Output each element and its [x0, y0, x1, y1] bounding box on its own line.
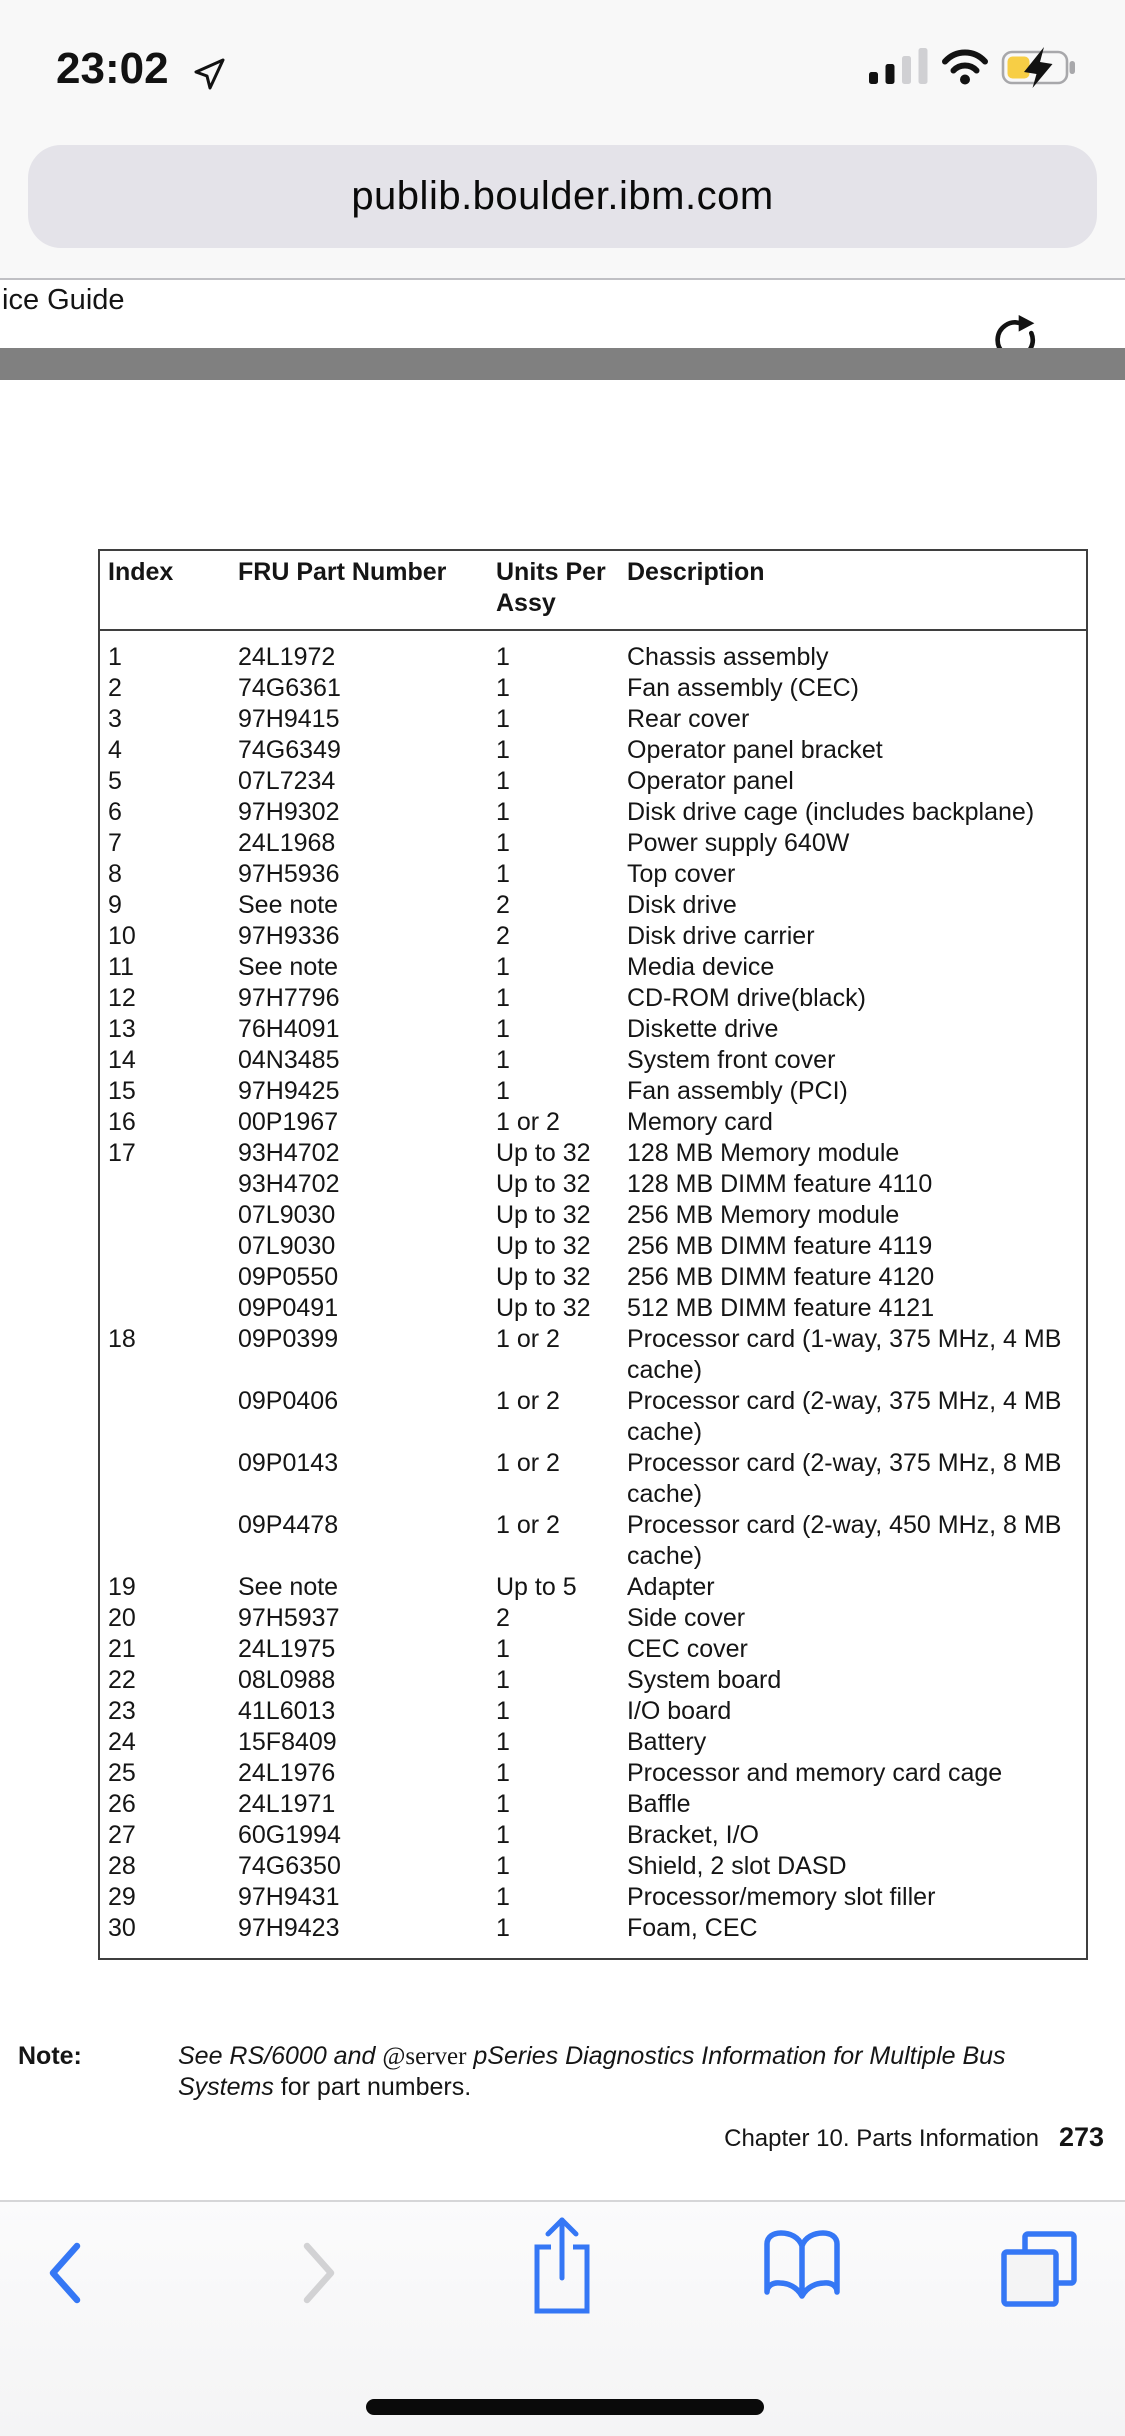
- cell-units: 1: [496, 1914, 510, 1942]
- cell-description: 256 MB DIMM feature 4119: [627, 1232, 933, 1260]
- cell-index: 7: [108, 829, 122, 857]
- safari-bottom-toolbar: [0, 2200, 1125, 2436]
- battery-charging-icon: [1001, 50, 1081, 90]
- cell-index: [100, 1510, 238, 1572]
- cell-index: 3: [108, 705, 122, 733]
- table-row: [100, 1448, 1086, 1510]
- table-row: [100, 735, 1086, 766]
- cell-index: 10: [108, 922, 136, 950]
- cell-part-number: 97H5937: [238, 1604, 340, 1632]
- cell-units: 1 or 2: [496, 1108, 560, 1136]
- cell-index: [100, 1448, 238, 1510]
- cell-description: Processor card (2-way, 375 MHz, 4 MB cache): [627, 1387, 1062, 1446]
- cell-units: 1 or 2: [496, 1511, 560, 1539]
- cell-index: 17: [108, 1139, 136, 1167]
- cell-units: 1: [496, 1821, 510, 1849]
- cell-index: 27: [108, 1821, 136, 1849]
- cell-description: Media device: [627, 953, 775, 981]
- cell-units: Up to 32: [496, 1263, 591, 1291]
- cell-part-number: 97H7796: [238, 984, 340, 1012]
- cell-index: 18: [108, 1325, 136, 1353]
- cell-index: 26: [108, 1790, 136, 1818]
- cell-units: Up to 32: [496, 1232, 591, 1260]
- cell-description: Processor card (2-way, 450 MHz, 8 MB cache): [627, 1511, 1062, 1570]
- cell-description: Memory card: [627, 1108, 773, 1136]
- page-divider-bar: [0, 348, 1125, 380]
- cell-part-number: 97H9423: [238, 1914, 340, 1942]
- cell-index: 4: [108, 736, 122, 764]
- cell-index: 5: [108, 767, 122, 795]
- table-row: [100, 952, 1086, 983]
- forward-chevron-icon: [302, 2242, 336, 2304]
- cell-part-number: 24L1972: [238, 643, 336, 671]
- table-row: [100, 673, 1086, 704]
- cell-description: 512 MB DIMM feature 4121: [627, 1294, 935, 1322]
- wifi-icon: [941, 48, 989, 85]
- table-row: [100, 1386, 1086, 1448]
- cell-units: 1: [496, 767, 510, 795]
- share-button[interactable]: [526, 2216, 598, 2316]
- cell-part-number: 97H9415: [238, 705, 340, 733]
- cell-description: 256 MB Memory module: [627, 1201, 900, 1229]
- cell-index: 14: [108, 1046, 136, 1074]
- cell-description: Power supply 640W: [627, 829, 850, 857]
- cell-description: Disk drive: [627, 891, 737, 919]
- cell-units: 2: [496, 922, 510, 950]
- cell-description: Rear cover: [627, 705, 750, 733]
- table-row: [100, 766, 1086, 797]
- cell-part-number: 24L1968: [238, 829, 336, 857]
- cell-index: 15: [108, 1077, 136, 1105]
- cell-part-number: 07L9030: [238, 1232, 336, 1260]
- table-row: [100, 1882, 1086, 1913]
- forward-button[interactable]: [302, 2242, 336, 2304]
- table-row: [100, 1262, 1086, 1293]
- cell-description: Top cover: [627, 860, 736, 888]
- cellular-signal-icon: [869, 46, 929, 86]
- cell-part-number: 97H9336: [238, 922, 340, 950]
- share-icon: [526, 2216, 598, 2316]
- cell-description: Processor and memory card cage: [627, 1759, 1003, 1787]
- home-indicator[interactable]: [366, 2399, 764, 2415]
- tabs-button[interactable]: [1000, 2230, 1078, 2308]
- table-row: [100, 828, 1086, 859]
- table-row: [100, 704, 1086, 735]
- cell-description: System front cover: [627, 1046, 836, 1074]
- cell-units: 1: [496, 1697, 510, 1725]
- cell-part-number: 09P4478: [238, 1511, 339, 1539]
- cell-description: Diskette drive: [627, 1015, 779, 1043]
- cell-index: 13: [108, 1015, 136, 1043]
- cell-units: 1: [496, 1015, 510, 1043]
- bookmarks-button[interactable]: [762, 2230, 842, 2308]
- table-row: [100, 1231, 1086, 1262]
- cell-description: Fan assembly (PCI): [627, 1077, 848, 1105]
- table-row: [100, 1107, 1086, 1138]
- table-row: [100, 1572, 1086, 1603]
- cell-part-number: 74G6349: [238, 736, 341, 764]
- cell-description: 128 MB Memory module: [627, 1139, 900, 1167]
- table-row: [100, 1200, 1086, 1231]
- cell-index: [100, 1262, 238, 1293]
- table-row: [100, 1324, 1086, 1386]
- cell-units: 1 or 2: [496, 1449, 560, 1477]
- cell-part-number: 97H9431: [238, 1883, 340, 1911]
- cell-description: Baffle: [627, 1790, 691, 1818]
- cell-part-number: 76H4091: [238, 1015, 340, 1043]
- table-row: [100, 1510, 1086, 1572]
- cell-units: 1: [496, 1852, 510, 1880]
- cell-index: 1: [108, 643, 122, 671]
- cell-part-number: 09P0550: [238, 1263, 339, 1291]
- col-header-part: FRU Part Number: [238, 551, 496, 630]
- cell-description: Operator panel bracket: [627, 736, 883, 764]
- cell-description: CD-ROM drive(black): [627, 984, 866, 1012]
- table-row: [100, 1169, 1086, 1200]
- cell-units: 1: [496, 1077, 510, 1105]
- cell-index: 20: [108, 1604, 136, 1632]
- cell-part-number: 93H4702: [238, 1139, 340, 1167]
- cell-description: Processor/memory slot filler: [627, 1883, 936, 1911]
- cell-units: 1 or 2: [496, 1387, 560, 1415]
- document-title-partial: ice Guide: [2, 284, 125, 316]
- cell-index: 22: [108, 1666, 136, 1694]
- cell-part-number: 07L9030: [238, 1201, 336, 1229]
- table-row: [100, 1634, 1086, 1665]
- cell-units: Up to 32: [496, 1170, 591, 1198]
- cell-units: 1: [496, 1759, 510, 1787]
- cell-part-number: 74G6350: [238, 1852, 341, 1880]
- cell-part-number: 04N3485: [238, 1046, 340, 1074]
- cell-units: 1: [496, 1666, 510, 1694]
- cell-description: Bracket, I/O: [627, 1821, 759, 1849]
- tabs-pages-icon: [1000, 2230, 1078, 2308]
- cell-part-number: 08L0988: [238, 1666, 336, 1694]
- table-row: [100, 1789, 1086, 1820]
- cell-units: 1: [496, 643, 510, 671]
- cell-index: 25: [108, 1759, 136, 1787]
- cell-description: Disk drive cage (includes backplane): [627, 798, 1035, 826]
- cell-units: 1: [496, 674, 510, 702]
- cell-units: 1: [496, 1635, 510, 1663]
- cell-units: Up to 32: [496, 1139, 591, 1167]
- cell-part-number: 00P1967: [238, 1108, 339, 1136]
- cell-description: Foam, CEC: [627, 1914, 758, 1942]
- cell-units: Up to 5: [496, 1573, 577, 1601]
- cell-part-number: See note: [238, 953, 339, 981]
- table-row: [100, 1696, 1086, 1727]
- note-paragraph: [18, 2041, 1078, 2103]
- cell-units: 1: [496, 860, 510, 888]
- chapter-title: Chapter 10. Parts Information: [724, 2125, 1039, 2152]
- note-label: Note:: [18, 2042, 82, 2070]
- url-bar[interactable]: [28, 145, 1097, 248]
- col-header-index: Index: [100, 551, 238, 630]
- cell-description: Disk drive carrier: [627, 922, 815, 950]
- table-row: [100, 1138, 1086, 1169]
- cell-part-number: 24L1976: [238, 1759, 336, 1787]
- cell-index: 21: [108, 1635, 136, 1663]
- cell-units: 1: [496, 1728, 510, 1756]
- cell-description: 256 MB DIMM feature 4120: [627, 1263, 935, 1291]
- cell-units: 1: [496, 705, 510, 733]
- cell-description: I/O board: [627, 1697, 732, 1725]
- cell-index: 19: [108, 1573, 136, 1601]
- cell-index: 2: [108, 674, 122, 702]
- cell-part-number: 07L7234: [238, 767, 336, 795]
- page-footer: [98, 2122, 1104, 2153]
- cell-description: 128 MB DIMM feature 4110: [627, 1170, 933, 1198]
- cell-index: 16: [108, 1108, 136, 1136]
- col-header-description: Description: [627, 551, 1086, 630]
- cell-description: Fan assembly (CEC): [627, 674, 859, 702]
- cell-description: Operator panel: [627, 767, 794, 795]
- cell-index: [100, 1169, 238, 1200]
- cell-part-number: 41L6013: [238, 1697, 336, 1725]
- table-row: [100, 1913, 1086, 1958]
- col-header-units: Units Per Assy: [496, 551, 627, 630]
- cell-units: 1: [496, 953, 510, 981]
- cell-part-number: 09P0399: [238, 1325, 339, 1353]
- cell-part-number: 09P0406: [238, 1387, 339, 1415]
- cell-units: 1: [496, 1046, 510, 1074]
- parts-table: [98, 549, 1088, 1960]
- cell-index: [100, 1231, 238, 1262]
- cell-index: 23: [108, 1697, 136, 1725]
- cell-units: 1 or 2: [496, 1325, 560, 1353]
- table-row: [100, 1727, 1086, 1758]
- table-row: [100, 1665, 1086, 1696]
- table-row: [100, 1076, 1086, 1107]
- back-chevron-icon: [48, 2242, 82, 2304]
- status-icons: [869, 46, 1081, 90]
- cell-index: 29: [108, 1883, 136, 1911]
- cell-description: Processor card (1-way, 375 MHz, 4 MB cache): [627, 1325, 1062, 1384]
- cell-units: 2: [496, 891, 510, 919]
- table-row: [100, 1014, 1086, 1045]
- table-row: [100, 797, 1086, 828]
- cell-units: 1: [496, 798, 510, 826]
- cell-units: 1: [496, 1883, 510, 1911]
- cell-index: 24: [108, 1728, 136, 1756]
- cell-units: Up to 32: [496, 1294, 591, 1322]
- cell-description: Shield, 2 slot DASD: [627, 1852, 847, 1880]
- cell-units: 1: [496, 736, 510, 764]
- cell-part-number: See note: [238, 891, 339, 919]
- cell-index: [100, 1200, 238, 1231]
- cell-description: System board: [627, 1666, 782, 1694]
- cell-index: 9: [108, 891, 122, 919]
- table-row: [100, 1851, 1086, 1882]
- cell-part-number: 97H5936: [238, 860, 340, 888]
- back-button[interactable]: [48, 2242, 82, 2304]
- cell-part-number: 93H4702: [238, 1170, 340, 1198]
- table-row: [100, 921, 1086, 952]
- cell-description: CEC cover: [627, 1635, 748, 1663]
- cell-units: 1: [496, 984, 510, 1012]
- cell-index: 11: [108, 953, 134, 981]
- cell-part-number: 09P0143: [238, 1449, 339, 1477]
- table-row: [100, 1758, 1086, 1789]
- cell-part-number: 09P0491: [238, 1294, 339, 1322]
- bookmarks-book-icon: [762, 2230, 842, 2308]
- cell-description: Adapter: [627, 1573, 715, 1601]
- page-number: 273: [1058, 2122, 1104, 2152]
- cell-part-number: 97H9425: [238, 1077, 340, 1105]
- table-row: [100, 1293, 1086, 1324]
- cell-units: 1: [496, 829, 510, 857]
- cell-description: Chassis assembly: [627, 643, 829, 671]
- safari-top-chrome: [0, 0, 1125, 280]
- cell-index: 12: [108, 984, 136, 1012]
- table-row: [100, 890, 1086, 921]
- cell-description: Side cover: [627, 1604, 746, 1632]
- cell-part-number: 60G1994: [238, 1821, 341, 1849]
- table-row: [100, 630, 1086, 673]
- cell-index: [100, 1386, 238, 1448]
- cell-part-number: 15F8409: [238, 1728, 337, 1756]
- cell-index: 28: [108, 1852, 136, 1880]
- cell-units: 1: [496, 1790, 510, 1818]
- cell-units: Up to 32: [496, 1201, 591, 1229]
- table-row: [100, 983, 1086, 1014]
- cell-index: 8: [108, 860, 122, 888]
- note-text: See RS/6000 and @server pSeries Diagnostics Information for Multiple Bus Systems for part numbers.: [178, 2042, 1006, 2101]
- table-row: [100, 859, 1086, 890]
- cell-part-number: 74G6361: [238, 674, 341, 702]
- cell-units: 2: [496, 1604, 510, 1632]
- cell-part-number: 24L1971: [238, 1790, 336, 1818]
- table-row: [100, 1820, 1086, 1851]
- cell-index: 6: [108, 798, 122, 826]
- status-time: 23:02: [56, 44, 169, 93]
- table-row: [100, 1603, 1086, 1634]
- cell-description: Processor card (2-way, 375 MHz, 8 MB cache): [627, 1449, 1062, 1508]
- cell-index: 30: [108, 1914, 136, 1942]
- table-row: [100, 1045, 1086, 1076]
- cell-index: [100, 1293, 238, 1324]
- table-header-row: [100, 551, 1086, 630]
- cell-part-number: 24L1975: [238, 1635, 336, 1663]
- cell-description: Battery: [627, 1728, 707, 1756]
- url-text: publib.boulder.ibm.com: [351, 174, 774, 218]
- cell-part-number: See note: [238, 1573, 339, 1601]
- cell-part-number: 97H9302: [238, 798, 340, 826]
- location-services-icon: [192, 56, 228, 92]
